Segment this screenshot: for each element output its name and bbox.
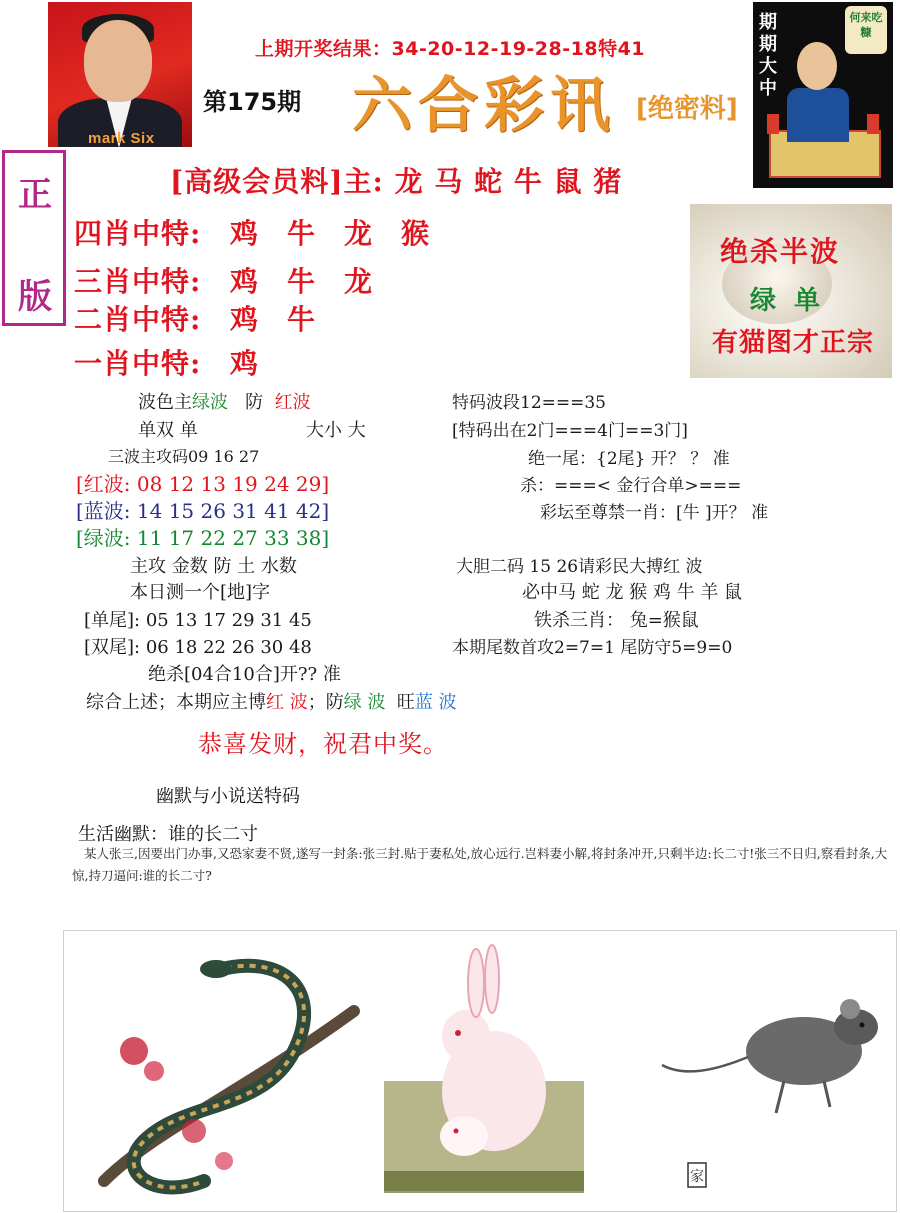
tail-numbers: 本期尾数首攻2=7=1 尾防守5=9=0 — [452, 638, 733, 658]
seal-char: 家 — [690, 1169, 704, 1185]
red-wave: [红波: 08 12 13 19 24 29] — [76, 472, 330, 496]
green-wave: [绿波: 11 17 22 27 33 38] — [76, 526, 330, 550]
pick-value: 龙 — [344, 265, 374, 298]
kill-tail: 绝一尾：{2尾} 开？ ？ 准 — [528, 449, 730, 469]
host-photo — [48, 2, 192, 147]
cat-promo-image — [690, 204, 892, 378]
pick-value: 鸡 — [230, 347, 260, 380]
pick-value: 龙 — [344, 217, 374, 250]
two-codes: 大胆二码 15 26请彩民大搏红 波 — [456, 557, 703, 577]
issue-number: 第175期 — [203, 88, 302, 116]
genuine-badge — [2, 150, 66, 326]
cat-line-1: 绝杀半波 — [720, 235, 841, 268]
humor-title: 幽默与小说送特码 — [156, 786, 300, 807]
last-result: 上期开奖结果：34-20-12-19-28-18特41 — [255, 38, 646, 60]
rat-painting — [662, 999, 878, 1113]
cartoon-image — [753, 2, 893, 188]
pick-value: 牛 — [287, 303, 317, 336]
badge-char-2: 版 — [18, 277, 52, 317]
cartoon-tag: 何来吃糠 — [845, 6, 887, 54]
joke-story: 某人张三,因要出门办事,又恐家妻不贤,遂写一封条:张三封.贴于妻私处,放心远行.岂料妻小解,将封条冲开,只剩半边:长二寸!张三不日归,察看封条,大惊,持刀逼问:谁的长二寸? — [72, 846, 888, 883]
double-tail: [双尾]: 06 18 22 26 30 48 — [84, 637, 312, 658]
page-subtitle: [绝密料] — [636, 94, 738, 124]
zodiac-artwork — [63, 930, 897, 1212]
wave-main: 波色主绿波 防 红波 — [138, 392, 311, 413]
pick-value: 鸡 — [230, 217, 260, 250]
snake-painting — [104, 960, 354, 1187]
kill-combo: 绝杀[04合10合]开?? 准 — [148, 664, 341, 685]
congrats-line: 恭喜发财，祝君中奖。 — [198, 730, 448, 758]
pick-label: 四肖中特: — [74, 217, 202, 250]
big-small: 大小 大 — [306, 420, 366, 441]
blue-wave: [蓝波: 14 15 26 31 41 42] — [76, 499, 330, 523]
iron-kill: 铁杀三肖： 兔=猴鼠 — [534, 610, 699, 631]
pick-value: 牛 — [287, 265, 317, 298]
mark-six-logo: mark Six — [88, 130, 155, 147]
special-door: [特码出在2门===4门==3门] — [452, 421, 688, 441]
pick-label: 一肖中特: — [74, 347, 202, 380]
forbidden-zodiac: 彩坛至尊禁一肖：[牛 ]开？ 准 — [540, 503, 769, 523]
single-tail: [单尾]: 05 13 17 29 31 45 — [84, 610, 312, 631]
kill-metal: 杀：===< 金行合单>=== — [520, 476, 742, 496]
joke-title: 生活幽默：谁的长二寸 — [78, 824, 258, 845]
page-title: 六合彩讯 — [352, 71, 616, 141]
cat-line-2: 绿单 — [750, 286, 839, 316]
pick-value: 鸡 — [230, 303, 260, 336]
cat-line-3: 有猫图才正宗 — [712, 328, 875, 358]
zodiac-paintings — [64, 931, 896, 1211]
must-hit: 必中马 蛇 龙 猴 鸡 牛 羊 鼠 — [522, 582, 743, 603]
pick-four — [74, 212, 458, 252]
cartoon-caption: 期期大中 — [759, 12, 777, 99]
pick-value: 鸡 — [230, 265, 260, 298]
three-wave: 三波主攻码09 16 27 — [108, 447, 260, 466]
vip-line: [高级会员料]主: 龙 马 蛇 牛 鼠 猪 — [170, 165, 623, 198]
main-attack: 主攻 金数 防 土 水数 — [130, 556, 297, 577]
pick-one — [74, 342, 287, 382]
badge-char-1: 正 — [18, 175, 52, 215]
day-word: 本日测一个[地]字 — [130, 582, 271, 603]
pick-two — [74, 298, 344, 338]
special-segment: 特码波段12===35 — [452, 393, 606, 413]
rabbit-painting — [384, 945, 584, 1193]
pick-three — [74, 260, 401, 300]
pick-label: 二肖中特: — [74, 303, 202, 336]
pick-value: 牛 — [287, 217, 317, 250]
odd-even: 单双 单 — [138, 420, 198, 441]
pick-label: 三肖中特: — [74, 265, 202, 298]
pick-value: 猴 — [401, 217, 431, 250]
summary-line: 综合上述；本期应主博红 波；防绿 波 旺蓝 波 — [86, 692, 457, 713]
